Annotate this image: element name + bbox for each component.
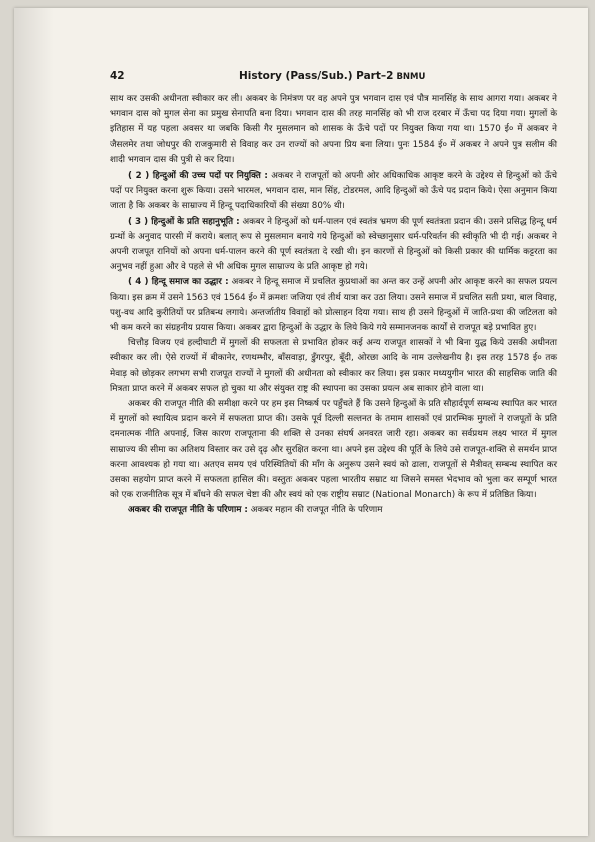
paragraph-6-text: अकबर की राजपूत नीति की समीक्षा करने पर हम इस निष्कर्ष पर पहुँचते हैं कि उसने हिन्दुओं के प्रति सौहार्दपूर्ण सम्बन्ध स्थापित कर भारत में मुगलों को स्थायित्व प्रदान करने में सफलता प्राप्त की। उसके पूर्व दिल्ली सल्तनत के तमाम शासकों एवं प्रारम्भिक मुगलों ने राजपूतों के प्रति दमनात्मक नीति अपनाई, जिस कारण राजपूताना की शक्ति से उनका संघर्ष अनवरत जारी रहा। अकबर का सर्वप्रथम लक्ष्य भारत में मुगल साम्राज्य की सीमा का अतिशय विस्तार कर उसे दृढ़ और सुरक्षित करना था। अपने इस उद्देश्य की पूर्ति के लिये उसे राजपूत-शक्ति से समर्थन प्राप्त करना आवश्यक हो गया था। अतएव समय एवं परिस्थितियों की माँग के अनुरूप उसने स्वयं को ढाला, राजपूतों से मैत्रीवत् सम्बन्ध स्थापित कर उसका सहयोग प्राप्त करने में सफलता हासिल की। वस्तुतः अकबर पहला भारतीय सम्राट था जिसने समस्त भेदभाव को भुला कर सम्पूर्ण भारत को एक राजनीतिक सूत्र में बाँधने की सफल चेष्टा की और स्वयं को एक राष्ट्रीय सम्राट (National Monarch) के रूप में प्रतिष्ठित किया। <box>110 399 557 501</box>
paragraph-2 <box>110 169 557 215</box>
page-spine-shadow <box>14 8 54 836</box>
paragraph-1-text: साथ कर उसकी अधीनता स्वीकार कर ली। अकबर के निमंत्रण पर वह अपने पुत्र भगवान दास एवं पौत्र मानसिंह के साथ आगरा गया। अकबर ने भगवान दास को मुगल सेना का प्रमुख सेनापति बना दिया। भगवान दास की तरह मानसिंह को भी राज दरबार में ऊँचा पद दिया गया। मुगलों के इतिहास में यह पहला अवसर था जबकि किसी गैर मुसलमान को शासक के ऊँचे पदों पर नियुक्त किया गया था। 1570 ई० में अकबर ने जैसलमेर तथा जोधपुर की राजकुमारी से विवाह कर उन राज्यों को अपना प्रिय बना लिया। पुनः 1584 ई० में अकबर ने अपने पुत्र सलीम की शादी भगवान दास की पुत्री से कर दिया। <box>110 94 557 165</box>
section-heading-3: ( 3 ) हिन्दुओं के प्रति सहानुभूति : <box>128 216 240 227</box>
paragraph-7-text: अकबर महान की राजपूत नीति के परिणाम <box>250 505 383 516</box>
running-header <box>110 70 580 86</box>
book-title: History (Pass/Sub.) Part–2 <box>239 70 394 82</box>
paragraph-3 <box>110 215 557 276</box>
section-heading-7: अकबर की राजपूत नीति के परिणाम : <box>128 505 248 516</box>
paragraph-7 <box>110 503 557 518</box>
paragraph-5-text: चित्तौड़ विजय एवं हल्दीघाटी में मुगलों की सफलता से प्रभावित होकर कई अन्य राजपूत शासकों ने भी बिना युद्ध किये उसकी अधीनता स्वीकार कर ली। ऐसे राज्यों में बीकानेर, रणथम्भौर, बाँसवाड़ा, डुँगरपुर, बूँदी, ओरछा आदि के नाम उल्लेखनीय है। इस तरह 1578 ई० तक मेवाड़ को छोड़कर लगभग सभी राजपूत राज्यों ने मुगलों की अधीनता को स्वीकार कर लिया। इस प्रकार मध्ययुगीन भारत की साहसिक जाति की मित्रता प्राप्त करने में अकबर सफल हो चुका था और संयुक्त राष्ट्र की स्थापना का उसका प्रयत्न अब साकार होने वाला था। <box>110 338 557 394</box>
paragraph-6 <box>110 397 557 503</box>
section-heading-2: ( 2 ) हिन्दुओं की उच्च पदों पर नियुक्ति : <box>128 171 268 182</box>
paragraph-1 <box>110 92 557 168</box>
paragraph-4 <box>110 275 557 336</box>
running-title <box>239 70 425 82</box>
page-number: 42 <box>110 70 125 82</box>
page-body <box>110 92 557 519</box>
paragraph-4-text: अकबर ने हिन्दू समाज में प्रचलित कुप्रथाओं का अन्त कर उन्हें अपनी ओर आकृष्ट करने का सफल प्रयत्न किया। इस क्रम में उसने 1563 एवं 1564 ई० में क्रमशः जजिया एवं तीर्थ यात्रा कर उठा लिया। उसने समाज में प्रचलित सती प्रथा, बाल विवाह, पशु-वध आदि कुरीतियों पर प्रतिबन्ध लगाये। अन्तर्जातीय विवाहों को प्रोत्साहन दिया गया। साथ ही उसने हिन्दुओं में जाति-प्रथा की जटिलता को भी कम करने का संग्रहनीय प्रयास किया। अकबर द्वारा हिन्दुओं के उद्धार के लिये किये गये सम्मानजनक कार्यों से राजपूत बड़े प्रभावित हुए। <box>110 277 558 334</box>
university-code: BNMU <box>396 72 426 82</box>
paragraph-3-text: अकबर ने हिन्दुओं को धर्म-पालन एवं स्वतंत्र भ्रमण की पूर्ण स्वतंत्रता प्रदान की। उसने प्रसिद्ध हिन्दू धर्म ग्रन्थों के अनुवाद पारसी में कराये। बलात् रूप से मुसलमान बनाये गये हिन्दुओं को स्वेच्छानुसार धर्म-परिवर्तन की स्वीकृति भी दी गई। अकबर ने अपनी राजपूत रानियों को अपना धर्म-पालन करने की पूर्ण स्वतंत्रता दे रखी थी। इन कारणों से हिन्दुओं को किसी प्रकार की धार्मिक कट्टरता का अनुभव नहीं हुआ और वे पहले से भी अधिक मुगल साम्राज्य के प्रति आकृष्ट हो गये। <box>110 216 557 273</box>
book-page <box>14 8 588 836</box>
section-heading-4: ( 4 ) हिन्दू समाज का उद्धार : <box>128 277 229 288</box>
paragraph-5 <box>110 336 557 397</box>
paragraph-2-text: अकबर ने राजपूतों को अपनी ओर अधिकाधिक आकृष्ट करने के उद्देश्य से हिन्दुओं को ऊँचे पदों पर नियुक्त करना शुरू किया। उसने भारमल, भगवान दास, मान सिंह, टोडरमल, आदि हिन्दुओं को ऊँचे पद प्रदान किये। ऐसा अनुमान किया जाता है कि अकबर के साम्राज्य में हिन्दू पदाधिकारियों की संख्या 80% थी। <box>110 171 558 212</box>
